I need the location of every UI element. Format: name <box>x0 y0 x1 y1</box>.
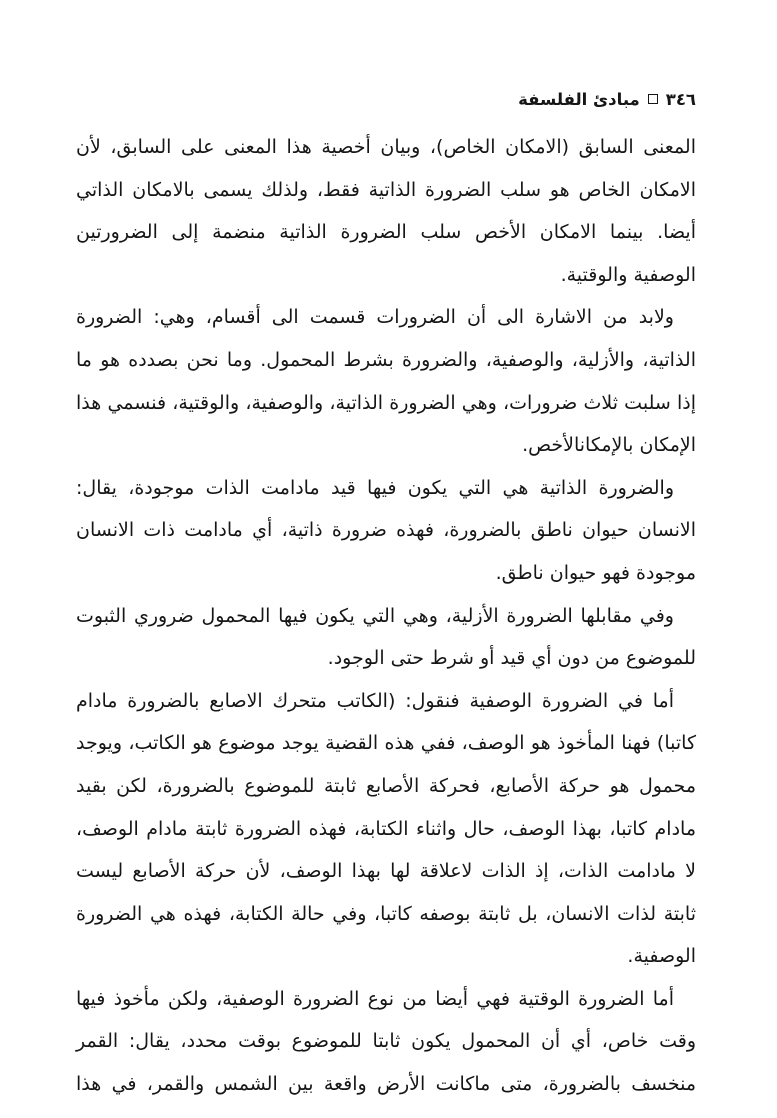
paragraph-1: المعنى السابق (الامكان الخاص)، وبيان أخصية هذا المعنى على السابق، لأن الامكان الخاص هو سلب الضرورة الذاتية فقط، ولذلك يسمى بالامكان الذاتي أيضا. بينما الامكان الأخص سلب الضرورة الذاتية منضمة إلى الضرورتين الوصفية والوقتية. <box>76 136 696 286</box>
paragraph-5: أما في الضرورة الوصفية فنقول: (الكاتب متحرك الاصابع بالضرورة مادام كاتبا) فهنا المأخوذ هو الوصف، ففي هذه القضية يوجد موضوع هو الكاتب، ويوجد محمول هو حركة الأصابع، فحركة الأصابع ثابتة للموضوع بالضرورة، لكن بقيد مادام كاتبا، بهذا الوصف، حال واثناء الكتابة، فهذه الضرورة ثابتة مادام الوصف، لا مادامت الذات، إذ الذات لاعلاقة لها بهذا الوصف، لأن حركة الأصابع ليست ثابتة لذات الانسان، بل ثابتة بوصفه كاتبا، وفي حالة الكتابة، فهذه هي الضرورة الوصفية. <box>76 689 696 968</box>
square-separator-icon <box>648 94 658 104</box>
paragraph-3: والضرورة الذاتية هي التي يكون فيها قيد مادامت الذات موجودة، يقال: الانسان حيوان ناطق بالضرورة، فهذه ضرورة ذاتية، أي مادامت ذات الانسان موجودة فهو حيوان ناطق. <box>76 476 696 584</box>
page-number: ٣٤٦ <box>665 89 696 109</box>
running-header <box>76 86 696 112</box>
paragraph-4: وفي مقابلها الضرورة الأزلية، وهي التي يكون فيها المحمول ضروري الثبوت للموضوع من دون أي قيد أو شرط حتى الوجود. <box>76 604 696 670</box>
paragraph-2: ولابد من الاشارة الى أن الضرورات قسمت الى أقسام، وهي: الضرورة الذاتية، والأزلية، والوصفية، والضرورة بشرط المحمول. وما نحن بصدده هو ما إذا سلبت ثلاث ضرورات، وهي الضرورة الذاتية، والوصفية، والوقتية، فنسمي هذا الإمكان بالإمكانالأخص. <box>76 306 696 457</box>
paragraph-6: أما الضرورة الوقتية فهي أيضا من نوع الضرورة الوصفية، ولكن مأخوذ فيها وقت خاص، أي أن المحمول يكون ثابتا للموضوع بوقت محدد، يقال: القمر منخسف بالضرورة، متى ماكانت الأرض واقعة بين الشمس والقمر، في هذا <box>76 987 696 1096</box>
book-title: مبادئ الفلسفة <box>518 89 640 109</box>
book-page <box>76 86 696 1106</box>
